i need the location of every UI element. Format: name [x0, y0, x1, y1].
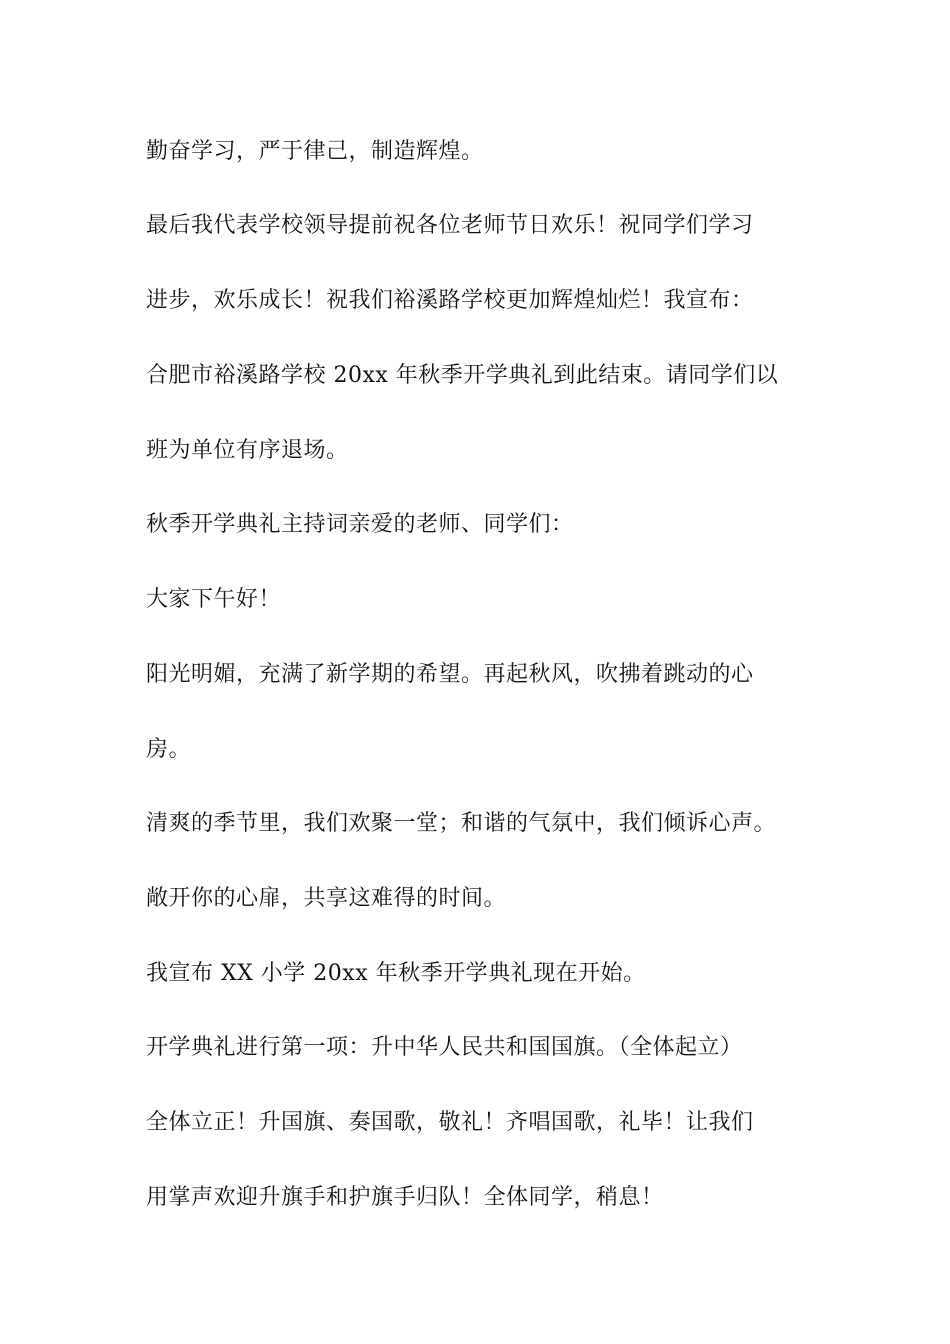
text-line: 全体立正！升国旗、奏国歌，敬礼！齐唱国歌，礼毕！让我们	[146, 1110, 754, 1135]
text-line: 班为单位有序退场。	[146, 438, 349, 463]
text-line: 合肥市裕溪路学校 20xx 年秋季开学典礼到此结束。请同学们以	[146, 363, 779, 388]
text-line: 阳光明媚，充满了新学期的希望。再起秋风，吹拂着跳动的心	[146, 662, 754, 687]
text-line: 清爽的季节里，我们欢聚一堂；和谐的气氛中，我们倾诉心声。	[146, 811, 777, 836]
text-line: 大家下午好！	[146, 587, 282, 612]
text-line: 房。	[146, 737, 192, 762]
text-line: 最后我代表学校领导提前祝各位老师节日欢乐！祝同学们学习	[146, 213, 754, 238]
text-line: 勤奋学习，严于律己，制造辉煌。	[146, 139, 484, 164]
text-line: 敞开你的心扉，共享这难得的时间。	[146, 886, 507, 911]
text-line: 用掌声欢迎升旗手和护旗手归队！全体同学，稍息！	[146, 1185, 664, 1210]
text-line: 开学典礼进行第一项：升中华人民共和国国旗。（全体起立）	[146, 1035, 743, 1060]
text-line: 进步，欢乐成长！祝我们裕溪路学校更加辉煌灿烂！我宣布：	[146, 288, 754, 313]
text-line: 秋季开学典礼主持词亲爱的老师、同学们：	[146, 512, 574, 537]
text-line: 我宣布 XX 小学 20xx 年秋季开学典礼现在开始。	[146, 961, 646, 986]
